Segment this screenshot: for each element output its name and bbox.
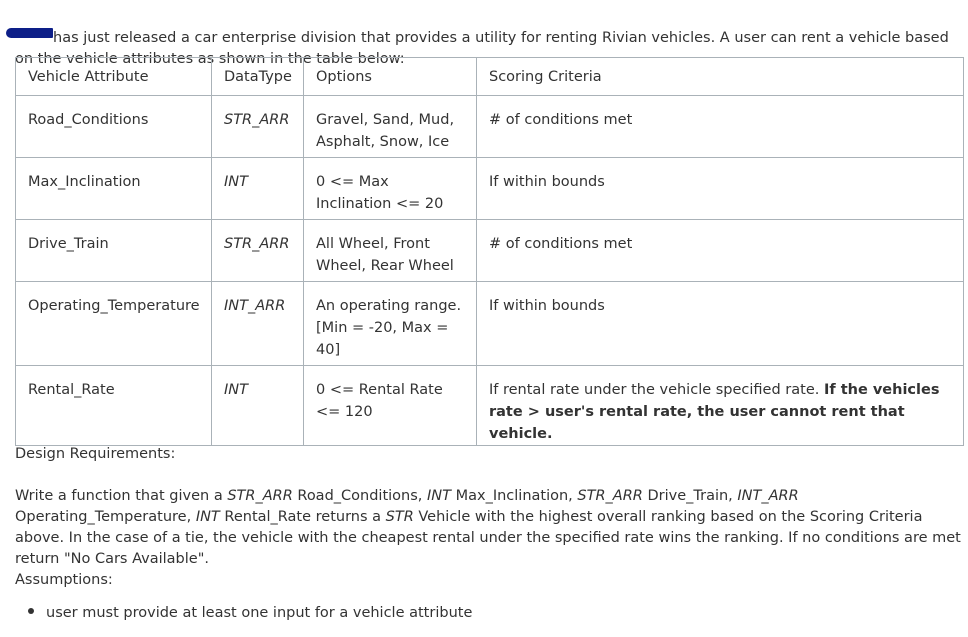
design-text: Rental_Rate returns a (219, 509, 386, 525)
cell-options: 0 <= Rental Rate <= 120 (304, 366, 477, 446)
cell-attribute: Max_Inclination (16, 158, 212, 220)
cell-datatype: INT (212, 158, 304, 220)
cell-attribute: Rental_Rate (16, 366, 212, 446)
design-paragraph (15, 486, 965, 570)
design-type: STR_ARR (577, 488, 643, 504)
cell-criteria (477, 366, 964, 446)
assumptions-list-item (28, 605, 472, 621)
cell-criteria: # of conditions met (477, 220, 964, 282)
cell-attribute: Operating_Temperature (16, 282, 212, 366)
header-vehicle-attribute: Vehicle Attribute (16, 58, 212, 96)
design-type: INT (427, 488, 451, 504)
header-datatype: DataType (212, 58, 304, 96)
design-text: Write a function that given a (15, 488, 228, 504)
table-header-row (16, 58, 964, 96)
design-text: Vehicle with the highest overall ranking based on the Scoring Criteria above. In the case of a tie, the vehicle with the cheapest rental under the specified rate wins the ranking. If no conditions are met return "No Cars Available". (15, 509, 961, 567)
design-type: STR (385, 509, 414, 525)
cell-options: 0 <= Max Inclination <= 20 (304, 158, 477, 220)
header-scoring-criteria: Scoring Criteria (477, 58, 964, 96)
design-type: STR_ARR (227, 488, 293, 504)
assumption-text: user must provide at least one input for a vehicle attribute (46, 605, 473, 621)
cell-datatype: INT (212, 366, 304, 446)
table-row (16, 366, 964, 446)
design-text: Operating_Temperature, (15, 509, 196, 525)
assumptions-heading: Assumptions: (15, 572, 113, 588)
cell-criteria: # of conditions met (477, 96, 964, 158)
table-row (16, 96, 964, 158)
cell-options: An operating range. [Min = -20, Max = 40] (304, 282, 477, 366)
table-row (16, 282, 964, 366)
design-text: Max_Inclination, (450, 488, 578, 504)
design-type: INT_ARR (737, 488, 799, 504)
cell-datatype: STR_ARR (212, 96, 304, 158)
intro-text: has just released a car enterprise division that provides a utility for renting Rivian vehicles. A user can rent a vehicle based on the vehicle attributes as shown in the table below: (15, 29, 949, 67)
design-text: Road_Conditions, (292, 488, 427, 504)
header-options: Options (304, 58, 477, 96)
design-type: INT (195, 509, 220, 525)
cell-attribute: Road_Conditions (16, 96, 212, 158)
vehicle-attributes-table (15, 57, 964, 446)
criteria-text: If rental rate under the vehicle specified rate. (489, 382, 820, 398)
bullet-icon (28, 608, 34, 614)
design-heading: Design Requirements: (15, 446, 176, 462)
redacted-company-name (6, 28, 53, 38)
table-row (16, 220, 964, 282)
cell-criteria: If within bounds (477, 158, 964, 220)
cell-options: Gravel, Sand, Mud, Asphalt, Snow, Ice (304, 96, 477, 158)
cell-attribute: Drive_Train (16, 220, 212, 282)
cell-options: All Wheel, Front Wheel, Rear Wheel (304, 220, 477, 282)
table-row (16, 158, 964, 220)
cell-criteria: If within bounds (477, 282, 964, 366)
cell-datatype: INT_ARR (212, 282, 304, 366)
cell-datatype: STR_ARR (212, 220, 304, 282)
design-text: Drive_Train, (642, 488, 738, 504)
criteria-bold-text: If the vehicles rate > user's rental rate, the user cannot rent that vehicle. (489, 382, 940, 442)
